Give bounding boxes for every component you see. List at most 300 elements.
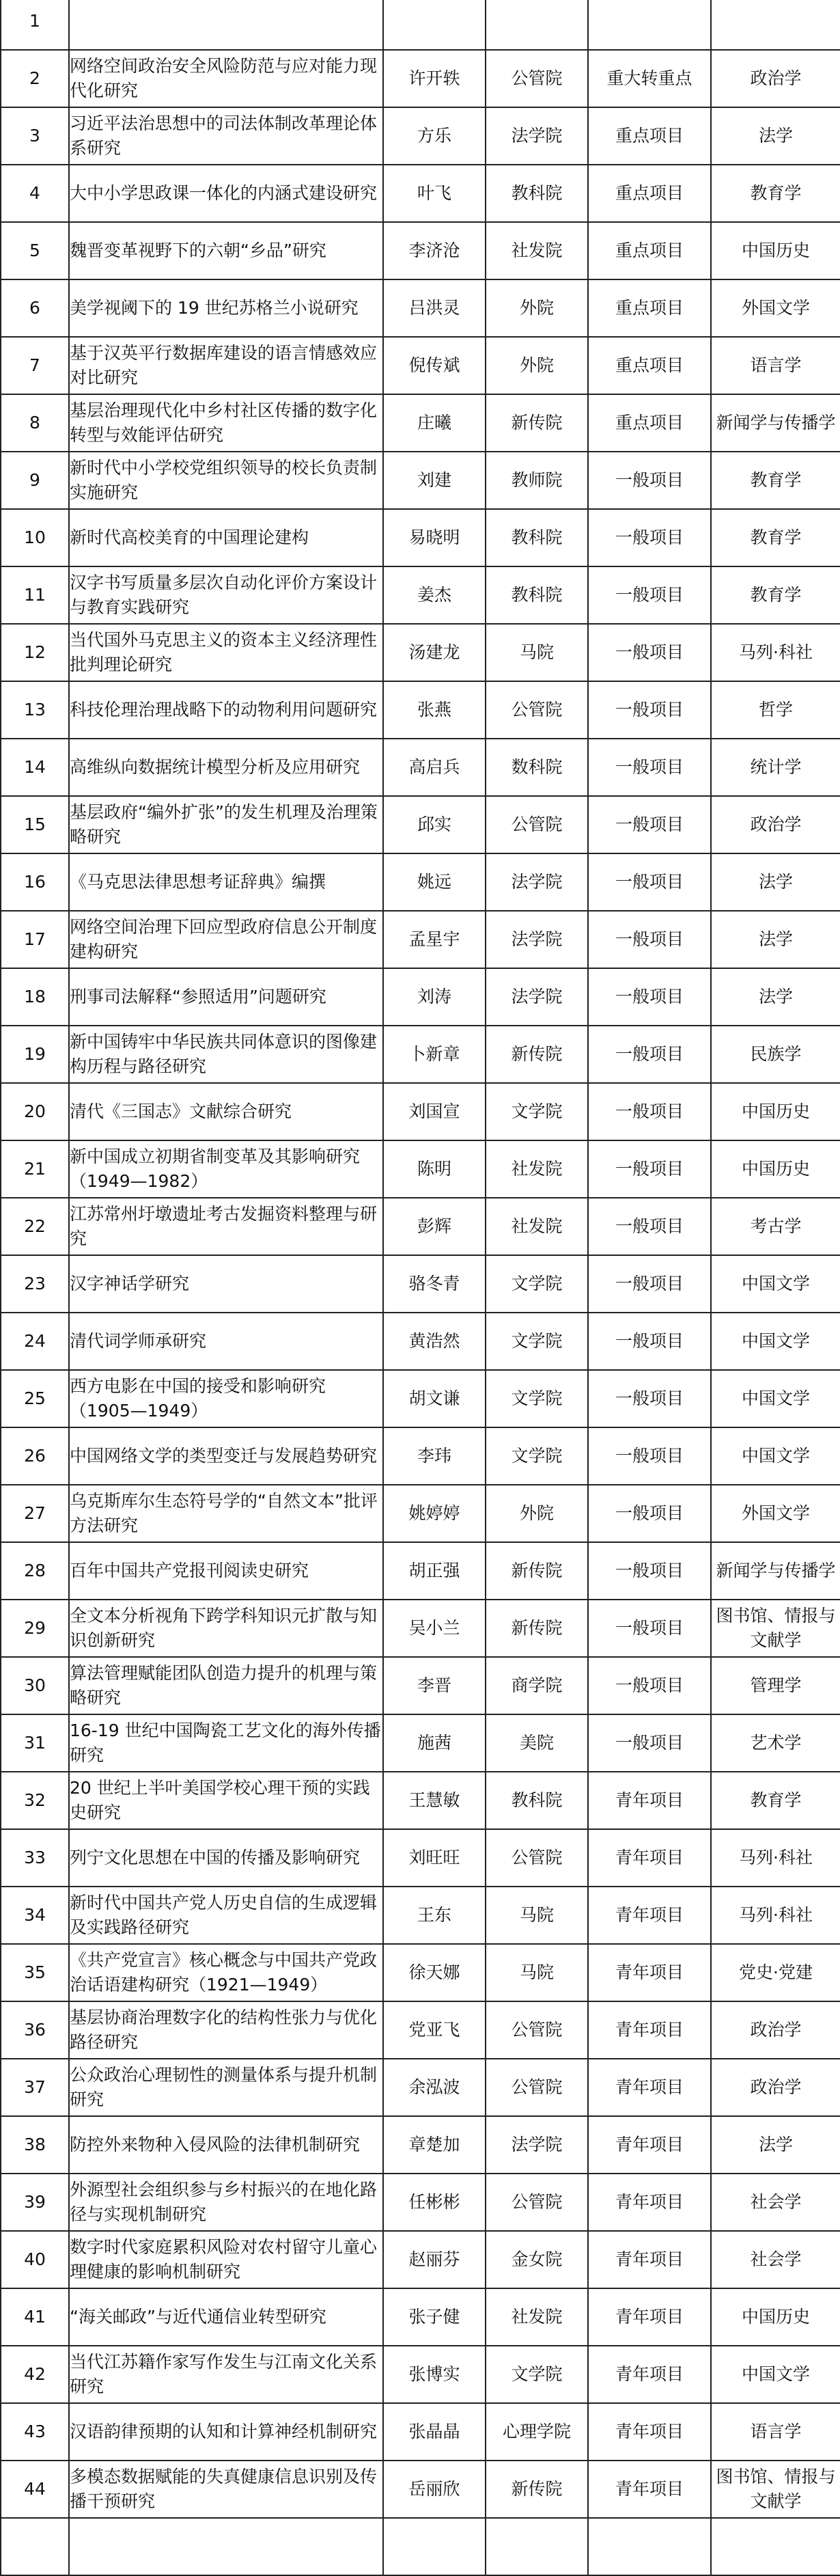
- project-title-cell: 16-19 世纪中国陶瓷工艺文化的海外传播研究: [69, 1714, 383, 1772]
- project-title-cell: 网络空间政治安全风险防范与应对能力现代化研究: [69, 50, 383, 107]
- discipline-cell: [711, 2518, 840, 2575]
- department-cell: 教师院: [486, 452, 588, 509]
- project-type-cell: 青年项目: [588, 2174, 711, 2231]
- discipline-cell: 统计学: [711, 739, 840, 796]
- discipline-cell: 法学: [711, 107, 840, 165]
- principal-name-cell: [383, 2518, 486, 2575]
- department-cell: 新传院: [486, 1542, 588, 1600]
- discipline-cell: 管理学: [711, 1657, 840, 1714]
- principal-name-cell: 刘涛: [383, 968, 486, 1026]
- project-title-cell: [69, 2518, 383, 2575]
- discipline-cell: 教育学: [711, 509, 840, 566]
- principal-name-cell: 刘国宣: [383, 1083, 486, 1140]
- project-type-cell: 一般项目: [588, 1083, 711, 1140]
- department-cell: 文学院: [486, 1427, 588, 1485]
- table-row: [1, 0, 840, 50]
- department-cell: 外院: [486, 279, 588, 337]
- project-title-cell: 魏晋变革视野下的六朝“乡品”研究: [69, 222, 383, 279]
- principal-name-cell: 李晋: [383, 1657, 486, 1714]
- table-row: [1, 165, 840, 222]
- discipline-cell: 社会学: [711, 2174, 840, 2231]
- table-row: [1, 739, 840, 796]
- principal-name-cell: 吕洪灵: [383, 279, 486, 337]
- project-type-cell: 一般项目: [588, 1600, 711, 1657]
- project-type-cell: 重点项目: [588, 394, 711, 452]
- project-type-cell: 一般项目: [588, 452, 711, 509]
- project-title-cell: 乌克斯库尔生态符号学的“自然文本”批评方法研究: [69, 1485, 383, 1542]
- row-number-cell: 22: [1, 1198, 69, 1255]
- table-row: [1, 50, 840, 107]
- discipline-cell: 法学: [711, 2116, 840, 2174]
- principal-name-cell: 章楚加: [383, 2116, 486, 2174]
- row-number-cell: 5: [1, 222, 69, 279]
- project-title-cell: 算法管理赋能团队创造力提升的机理与策略研究: [69, 1657, 383, 1714]
- discipline-cell: 党史·党建: [711, 1944, 840, 2001]
- table-row: [1, 1026, 840, 1083]
- department-cell: 新传院: [486, 394, 588, 452]
- department-cell: 外院: [486, 1485, 588, 1542]
- project-title-cell: 《马克思法律思想考证辞典》编撰: [69, 853, 383, 911]
- row-number-cell: 37: [1, 2059, 69, 2116]
- project-title-cell: “海关邮政”与近代通信业转型研究: [69, 2288, 383, 2346]
- principal-name-cell: 党亚飞: [383, 2001, 486, 2059]
- department-cell: 金女院: [486, 2231, 588, 2288]
- table-row: [1, 337, 840, 394]
- department-cell: [486, 2518, 588, 2575]
- discipline-cell: 中国历史: [711, 1140, 840, 1198]
- row-number-cell: 38: [1, 2116, 69, 2174]
- row-number-cell: 15: [1, 796, 69, 853]
- table-row: [1, 968, 840, 1026]
- row-number-cell: 23: [1, 1255, 69, 1313]
- project-type-cell: 青年项目: [588, 2403, 711, 2461]
- project-type-cell: 一般项目: [588, 566, 711, 624]
- discipline-cell: 民族学: [711, 1026, 840, 1083]
- principal-name-cell: 骆冬青: [383, 1255, 486, 1313]
- discipline-cell: 中国文学: [711, 1370, 840, 1427]
- project-type-cell: 青年项目: [588, 2346, 711, 2403]
- table-row: [1, 107, 840, 165]
- discipline-cell: 教育学: [711, 452, 840, 509]
- row-number-cell: 43: [1, 2403, 69, 2461]
- row-number-cell: 35: [1, 1944, 69, 2001]
- principal-name-cell: 倪传斌: [383, 337, 486, 394]
- table-row: [1, 279, 840, 337]
- department-cell: 外院: [486, 337, 588, 394]
- principal-name-cell: 姚远: [383, 853, 486, 911]
- project-type-cell: 一般项目: [588, 1255, 711, 1313]
- department-cell: 文学院: [486, 2346, 588, 2403]
- principal-name-cell: 张燕: [383, 681, 486, 739]
- department-cell: 教科院: [486, 165, 588, 222]
- department-cell: 公管院: [486, 2059, 588, 2116]
- project-title-cell: 当代江苏籍作家写作发生与江南文化关系研究: [69, 2346, 383, 2403]
- discipline-cell: 法学: [711, 853, 840, 911]
- discipline-cell: 马列·科社: [711, 1887, 840, 1944]
- project-title-cell: 江苏常州圩墩遗址考古发掘资料整理与研究: [69, 1198, 383, 1255]
- table-row: [1, 1427, 840, 1485]
- department-cell: 社发院: [486, 1198, 588, 1255]
- discipline-cell: 马列·科社: [711, 1829, 840, 1887]
- row-number-cell: 14: [1, 739, 69, 796]
- project-title-cell: 清代词学师承研究: [69, 1313, 383, 1370]
- principal-name-cell: 姚婷婷: [383, 1485, 486, 1542]
- row-number-cell: 1: [1, 0, 69, 50]
- table-row: [1, 509, 840, 566]
- discipline-cell: [711, 0, 840, 50]
- table-row: [1, 394, 840, 452]
- project-type-cell: 一般项目: [588, 681, 711, 739]
- project-title-cell: 基层治理现代化中乡村社区传播的数字化转型与效能评估研究: [69, 394, 383, 452]
- row-number-cell: 33: [1, 1829, 69, 1887]
- discipline-cell: 中国文学: [711, 1427, 840, 1485]
- principal-name-cell: 胡文谦: [383, 1370, 486, 1427]
- row-number-cell: 10: [1, 509, 69, 566]
- principal-name-cell: 卜新章: [383, 1026, 486, 1083]
- table-row: [1, 1657, 840, 1714]
- project-type-cell: 重点项目: [588, 165, 711, 222]
- table-row: [1, 1772, 840, 1829]
- project-title-cell: 清代《三国志》文献综合研究: [69, 1083, 383, 1140]
- department-cell: 法学院: [486, 911, 588, 968]
- principal-name-cell: 方乐: [383, 107, 486, 165]
- department-cell: 文学院: [486, 1083, 588, 1140]
- project-type-cell: 一般项目: [588, 1313, 711, 1370]
- table-row: [1, 1370, 840, 1427]
- discipline-cell: 语言学: [711, 2403, 840, 2461]
- project-type-cell: 青年项目: [588, 2288, 711, 2346]
- row-number-cell: 29: [1, 1600, 69, 1657]
- project-type-cell: [588, 2518, 711, 2575]
- project-title-cell: 全文本分析视角下跨学科知识元扩散与知识创新研究: [69, 1600, 383, 1657]
- discipline-cell: 图书馆、情报与文献学: [711, 1600, 840, 1657]
- row-number-cell: 24: [1, 1313, 69, 1370]
- row-number-cell: 13: [1, 681, 69, 739]
- department-cell: 社发院: [486, 1140, 588, 1198]
- table-row: [1, 911, 840, 968]
- project-type-cell: 一般项目: [588, 968, 711, 1026]
- discipline-cell: 图书馆、情报与文献学: [711, 2461, 840, 2518]
- department-cell: 文学院: [486, 1370, 588, 1427]
- table-row: [1, 2174, 840, 2231]
- project-title-cell: 新时代中小学校党组织领导的校长负责制实施研究: [69, 452, 383, 509]
- department-cell: 社发院: [486, 222, 588, 279]
- project-type-cell: 一般项目: [588, 1140, 711, 1198]
- project-type-cell: 重点项目: [588, 222, 711, 279]
- table-row: [1, 2461, 840, 2518]
- principal-name-cell: 叶飞: [383, 165, 486, 222]
- project-title-cell: 新中国成立初期省制变革及其影响研究（1949—1982）: [69, 1140, 383, 1198]
- discipline-cell: 政治学: [711, 2059, 840, 2116]
- department-cell: 新传院: [486, 2461, 588, 2518]
- principal-name-cell: 胡正强: [383, 1542, 486, 1600]
- project-type-cell: 重点项目: [588, 107, 711, 165]
- table-row: [1, 2518, 840, 2575]
- principal-name-cell: 姜杰: [383, 566, 486, 624]
- row-number-cell: [1, 2518, 69, 2575]
- principal-name-cell: 张子健: [383, 2288, 486, 2346]
- discipline-cell: 政治学: [711, 50, 840, 107]
- table-row: [1, 452, 840, 509]
- project-type-cell: 青年项目: [588, 2461, 711, 2518]
- project-type-cell: 青年项目: [588, 2116, 711, 2174]
- row-number-cell: 28: [1, 1542, 69, 1600]
- discipline-cell: 中国文学: [711, 1255, 840, 1313]
- project-title-cell: 基层政府“编外扩张”的发生机理及治理策略研究: [69, 796, 383, 853]
- department-cell: 公管院: [486, 681, 588, 739]
- principal-name-cell: 赵丽芬: [383, 2231, 486, 2288]
- discipline-cell: 外国文学: [711, 1485, 840, 1542]
- row-number-cell: 6: [1, 279, 69, 337]
- principal-name-cell: 余泓波: [383, 2059, 486, 2116]
- project-type-cell: [588, 0, 711, 50]
- table-row: [1, 1140, 840, 1198]
- project-title-cell: 新时代中国共产党人历史自信的生成逻辑及实践路径研究: [69, 1887, 383, 1944]
- row-number-cell: 42: [1, 2346, 69, 2403]
- project-title-cell: 外源型社会组织参与乡村振兴的在地化路径与实现机制研究: [69, 2174, 383, 2231]
- table-row: [1, 1542, 840, 1600]
- department-cell: 社发院: [486, 2288, 588, 2346]
- row-number-cell: 16: [1, 853, 69, 911]
- department-cell: 新传院: [486, 1026, 588, 1083]
- principal-name-cell: 庄曦: [383, 394, 486, 452]
- project-title-cell: 当代国外马克思主义的资本主义经济理性批判理论研究: [69, 624, 383, 681]
- discipline-cell: 政治学: [711, 796, 840, 853]
- table-row: [1, 2346, 840, 2403]
- table-row: [1, 2288, 840, 2346]
- table-row: [1, 1313, 840, 1370]
- discipline-cell: 外国文学: [711, 279, 840, 337]
- row-number-cell: 12: [1, 624, 69, 681]
- row-number-cell: 3: [1, 107, 69, 165]
- row-number-cell: 18: [1, 968, 69, 1026]
- discipline-cell: 中国文学: [711, 1313, 840, 1370]
- principal-name-cell: 张晶晶: [383, 2403, 486, 2461]
- discipline-cell: 政治学: [711, 2001, 840, 2059]
- table-row: [1, 853, 840, 911]
- project-title-cell: 数字时代家庭累积风险对农村留守儿童心理健康的影响机制研究: [69, 2231, 383, 2288]
- row-number-cell: 11: [1, 566, 69, 624]
- row-number-cell: 19: [1, 1026, 69, 1083]
- row-number-cell: 39: [1, 2174, 69, 2231]
- table-row: [1, 1083, 840, 1140]
- principal-name-cell: 汤建龙: [383, 624, 486, 681]
- table-row: [1, 1600, 840, 1657]
- row-number-cell: 41: [1, 2288, 69, 2346]
- discipline-cell: 艺术学: [711, 1714, 840, 1772]
- project-title-cell: 高维纵向数据统计模型分析及应用研究: [69, 739, 383, 796]
- table-row: [1, 1714, 840, 1772]
- department-cell: 新传院: [486, 1600, 588, 1657]
- principal-name-cell: 李玮: [383, 1427, 486, 1485]
- discipline-cell: 教育学: [711, 1772, 840, 1829]
- principal-name-cell: 王东: [383, 1887, 486, 1944]
- department-cell: 心理学院: [486, 2403, 588, 2461]
- project-type-cell: 重大转重点: [588, 50, 711, 107]
- project-title-cell: 习近平法治思想中的司法体制改革理论体系研究: [69, 107, 383, 165]
- project-title-cell: 汉语韵律预期的认知和计算神经机制研究: [69, 2403, 383, 2461]
- table-row: [1, 2059, 840, 2116]
- principal-name-cell: 高启兵: [383, 739, 486, 796]
- row-number-cell: 26: [1, 1427, 69, 1485]
- table-row: [1, 1255, 840, 1313]
- project-title-cell: 美学视阈下的 19 世纪苏格兰小说研究: [69, 279, 383, 337]
- project-type-cell: 重点项目: [588, 279, 711, 337]
- table-row: [1, 222, 840, 279]
- row-number-cell: 30: [1, 1657, 69, 1714]
- department-cell: 马院: [486, 1944, 588, 2001]
- principal-name-cell: 陈明: [383, 1140, 486, 1198]
- project-title-cell: 新中国铸牢中华民族共同体意识的图像建构历程与路径研究: [69, 1026, 383, 1083]
- discipline-cell: 教育学: [711, 165, 840, 222]
- table-row: [1, 2001, 840, 2059]
- project-title-cell: 汉字神话学研究: [69, 1255, 383, 1313]
- principal-name-cell: 许开轶: [383, 50, 486, 107]
- project-title-cell: 列宁文化思想在中国的传播及影响研究: [69, 1829, 383, 1887]
- table-row: [1, 681, 840, 739]
- table-row: [1, 2116, 840, 2174]
- discipline-cell: 教育学: [711, 566, 840, 624]
- department-cell: [486, 0, 588, 50]
- row-number-cell: 31: [1, 1714, 69, 1772]
- principal-name-cell: 孟星宇: [383, 911, 486, 968]
- discipline-cell: 哲学: [711, 681, 840, 739]
- department-cell: 法学院: [486, 853, 588, 911]
- department-cell: 马院: [486, 1887, 588, 1944]
- project-title-cell: 百年中国共产党报刊阅读史研究: [69, 1542, 383, 1600]
- department-cell: 法学院: [486, 968, 588, 1026]
- project-type-cell: 一般项目: [588, 1714, 711, 1772]
- discipline-cell: 法学: [711, 911, 840, 968]
- discipline-cell: 中国历史: [711, 222, 840, 279]
- project-type-cell: 青年项目: [588, 2001, 711, 2059]
- discipline-cell: 中国文学: [711, 2346, 840, 2403]
- row-number-cell: 34: [1, 1887, 69, 1944]
- project-title-cell: 新时代高校美育的中国理论建构: [69, 509, 383, 566]
- department-cell: 数科院: [486, 739, 588, 796]
- row-number-cell: 8: [1, 394, 69, 452]
- project-type-cell: 青年项目: [588, 1772, 711, 1829]
- table-row: [1, 1829, 840, 1887]
- principal-name-cell: 任彬彬: [383, 2174, 486, 2231]
- department-cell: 公管院: [486, 50, 588, 107]
- project-type-cell: 一般项目: [588, 1427, 711, 1485]
- discipline-cell: 语言学: [711, 337, 840, 394]
- project-title-cell: 《共产党宣言》核心概念与中国共产党政治话语建构研究（1921—1949）: [69, 1944, 383, 2001]
- project-title-cell: 基于汉英平行数据库建设的语言情感效应对比研究: [69, 337, 383, 394]
- project-title-cell: 科技伦理治理战略下的动物利用问题研究: [69, 681, 383, 739]
- row-number-cell: 36: [1, 2001, 69, 2059]
- project-title-cell: 公众政治心理韧性的测量体系与提升机制研究: [69, 2059, 383, 2116]
- project-type-cell: 青年项目: [588, 1887, 711, 1944]
- department-cell: 公管院: [486, 2001, 588, 2059]
- discipline-cell: 马列·科社: [711, 624, 840, 681]
- table-row: [1, 1485, 840, 1542]
- project-title-cell: [69, 0, 383, 50]
- project-type-cell: 一般项目: [588, 911, 711, 968]
- discipline-cell: 考古学: [711, 1198, 840, 1255]
- department-cell: 公管院: [486, 1829, 588, 1887]
- table-row: [1, 1198, 840, 1255]
- discipline-cell: 中国历史: [711, 1083, 840, 1140]
- principal-name-cell: 刘建: [383, 452, 486, 509]
- principal-name-cell: 邱实: [383, 796, 486, 853]
- principal-name-cell: 黄浩然: [383, 1313, 486, 1370]
- project-title-cell: 基层协商治理数字化的结构性张力与优化路径研究: [69, 2001, 383, 2059]
- project-type-cell: 青年项目: [588, 1944, 711, 2001]
- row-number-cell: 32: [1, 1772, 69, 1829]
- department-cell: 公管院: [486, 2174, 588, 2231]
- project-type-cell: 一般项目: [588, 853, 711, 911]
- project-type-cell: 一般项目: [588, 1198, 711, 1255]
- department-cell: 商学院: [486, 1657, 588, 1714]
- project-type-cell: 一般项目: [588, 1485, 711, 1542]
- project-type-cell: 青年项目: [588, 2059, 711, 2116]
- table-row: [1, 2403, 840, 2461]
- row-number-cell: 21: [1, 1140, 69, 1198]
- row-number-cell: 7: [1, 337, 69, 394]
- discipline-cell: 社会学: [711, 2231, 840, 2288]
- department-cell: 文学院: [486, 1313, 588, 1370]
- department-cell: 马院: [486, 624, 588, 681]
- row-number-cell: 20: [1, 1083, 69, 1140]
- project-table-body: [1, 0, 840, 2575]
- table-row: [1, 2231, 840, 2288]
- discipline-cell: 法学: [711, 968, 840, 1026]
- project-type-cell: 青年项目: [588, 1829, 711, 1887]
- project-title-cell: 20 世纪上半叶美国学校心理干预的实践史研究: [69, 1772, 383, 1829]
- project-type-cell: 一般项目: [588, 509, 711, 566]
- project-title-cell: 刑事司法解释“参照适用”问题研究: [69, 968, 383, 1026]
- department-cell: 法学院: [486, 107, 588, 165]
- principal-name-cell: 张博实: [383, 2346, 486, 2403]
- department-cell: 教科院: [486, 509, 588, 566]
- table-row: [1, 1944, 840, 2001]
- department-cell: 美院: [486, 1714, 588, 1772]
- project-title-cell: 西方电影在中国的接受和影响研究（1905—1949）: [69, 1370, 383, 1427]
- table-row: [1, 796, 840, 853]
- principal-name-cell: 刘旺旺: [383, 1829, 486, 1887]
- table-row: [1, 624, 840, 681]
- principal-name-cell: 徐天娜: [383, 1944, 486, 2001]
- department-cell: 文学院: [486, 1255, 588, 1313]
- row-number-cell: 2: [1, 50, 69, 107]
- principal-name-cell: 施茜: [383, 1714, 486, 1772]
- table-row: [1, 1887, 840, 1944]
- project-title-cell: 大中小学思政课一体化的内涵式建设研究: [69, 165, 383, 222]
- row-number-cell: 9: [1, 452, 69, 509]
- project-type-cell: 一般项目: [588, 1026, 711, 1083]
- project-type-cell: 一般项目: [588, 739, 711, 796]
- project-title-cell: 网络空间治理下回应型政府信息公开制度建构研究: [69, 911, 383, 968]
- principal-name-cell: 吴小兰: [383, 1600, 486, 1657]
- table-row: [1, 566, 840, 624]
- project-title-cell: 中国网络文学的类型变迁与发展趋势研究: [69, 1427, 383, 1485]
- discipline-cell: 新闻学与传播学: [711, 394, 840, 452]
- project-type-cell: 一般项目: [588, 624, 711, 681]
- principal-name-cell: 李济沧: [383, 222, 486, 279]
- principal-name-cell: [383, 0, 486, 50]
- project-type-cell: 青年项目: [588, 2231, 711, 2288]
- project-type-cell: 重点项目: [588, 337, 711, 394]
- discipline-cell: 中国历史: [711, 2288, 840, 2346]
- project-title-cell: 防控外来物种入侵风险的法律机制研究: [69, 2116, 383, 2174]
- project-type-cell: 一般项目: [588, 1657, 711, 1714]
- project-type-cell: 一般项目: [588, 796, 711, 853]
- row-number-cell: 4: [1, 165, 69, 222]
- principal-name-cell: 彭辉: [383, 1198, 486, 1255]
- row-number-cell: 40: [1, 2231, 69, 2288]
